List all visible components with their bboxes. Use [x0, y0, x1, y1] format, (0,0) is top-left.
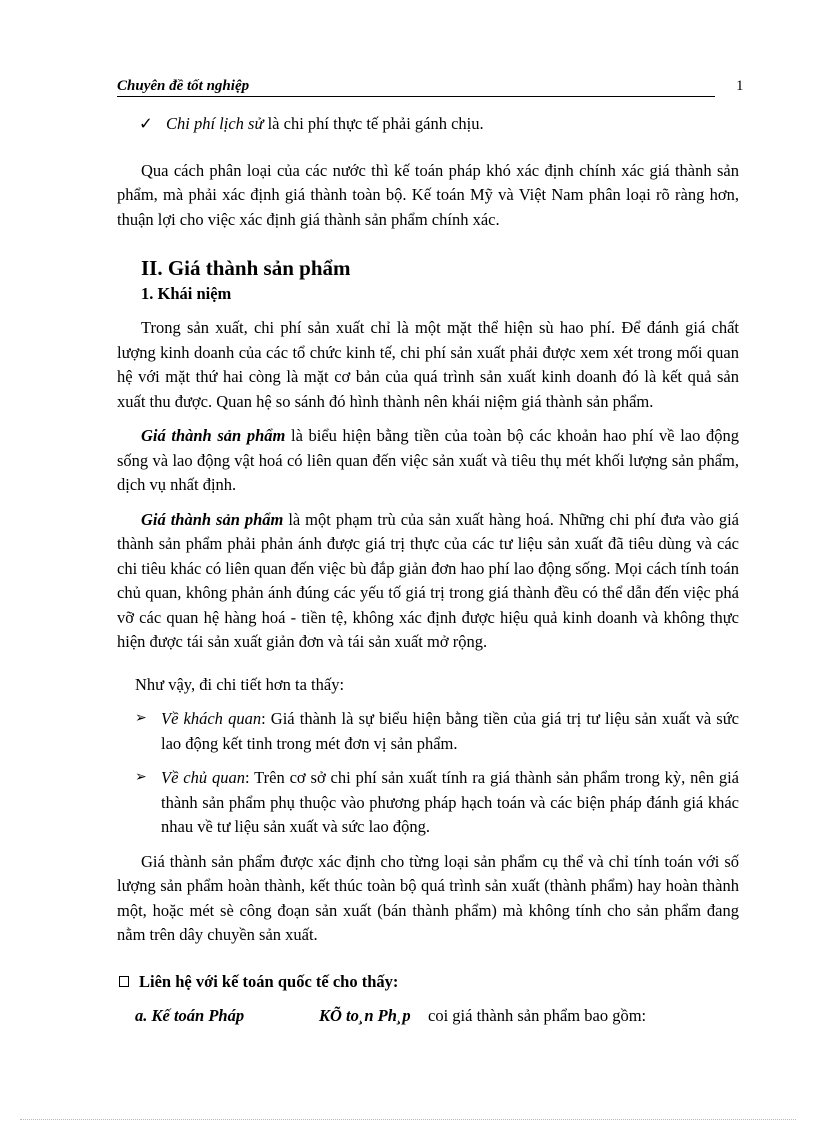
french-accounting-line: [117, 1004, 739, 1030]
aspect-text: : Trên cơ sở chi phí sản xuất tính ra giá thành sản phẩm trong kỳ, nên giá thành sản phẩm phụ thuộc vào phương pháp hạch toán và các biện pháp đánh giá khác nhau về tư liệu sản xuất và sức lao động.: [161, 768, 739, 836]
international-heading: [117, 970, 739, 995]
aspect-item-subjective: [117, 766, 739, 840]
aspect-text: : Giá thành là sự biểu hiện bằng tiền của giá trị tư liệu sản xuất và sức lao động kết tinh trong mét đơn vị sản phẩm.: [161, 709, 739, 753]
page-bottom-rule: [20, 1119, 796, 1120]
aspect-term: Về khách quan: [161, 709, 262, 728]
arrow-bullet-icon: ➢: [135, 711, 147, 726]
definition-2-text: là một phạm trù của sản xuất hàng hoá. Những chi phí đưa vào giá thành sản phẩm phải phản ánh được giá trị thực của các tư liệu sản xuất đã tiêu dùng và các chi tiêu khác có liên quan đến việc bù đắp giản đơn hao phí lao động sống. Mọi cách tính toán chủ quan, không phản ánh đúng các yếu tố giá trị trong giá thành đều có thể dẫn đến việc phá vỡ các quan hệ hàng hoá - tiền tệ, không xác định được hiệu quả kinh doanh và không thực hiện được tái sản xuất giản đơn và tái sản xuất mở rộng.: [117, 509, 739, 651]
arrow-bullet-icon: ➢: [135, 770, 147, 785]
header-title: Chuyên đề tốt nghiệp: [117, 78, 250, 94]
aspect-item-objective: [117, 707, 739, 756]
square-bullet-icon: [119, 976, 129, 987]
definition-1-term: Giá thành sản phẩm: [141, 426, 286, 445]
scope-paragraph: Giá thành sản phẩm được xác định cho từng loại sản phẩm cụ thể và chỉ tính toán với số lượng sản phẩm hoàn thành, kết thúc toàn bộ quá trình sản xuất (thành phẩm) hay hoàn thành một, hoặc mét sè công đoạn sản xuất (bán thành phẩm) mà không tính cho sản phẩm đang nằm trên dây chuyền sản xuất.: [117, 851, 739, 944]
aspect-term: Về chủ quan: [161, 768, 245, 787]
checkmark-icon: ✓: [139, 114, 153, 133]
historical-cost-term: Chi phí lịch sử: [166, 114, 264, 133]
page-header: [117, 76, 715, 97]
definition-paragraph-1: [117, 424, 739, 498]
classification-paragraph: Qua cách phân loại của các nước thì kế toán pháp khó xác định chính xác giá thành sản phẩm, mà phải xác định giá thành toàn bộ. Kế toán Mỹ và Việt Nam phân loại rõ ràng hơn, thuận lợi cho việc xác định giá thành sản phẩm chính xác.: [117, 160, 739, 229]
document-body: [117, 112, 739, 1030]
details-intro: Như vậy, đi chi tiết hơn ta thấy:: [135, 674, 345, 694]
definition-paragraph-2: [117, 508, 739, 655]
international-heading-text: Liên hệ với kế toán quốc tế cho thấy:: [139, 971, 399, 991]
page-number: 1: [736, 78, 744, 94]
definition-2-term: Giá thành sản phẩm: [141, 509, 284, 529]
historical-cost-bullet: [117, 112, 739, 137]
definition-1-text: là biểu hiện bằng tiền của toàn bộ các khoản hao phí về lao động sống và lao động vật hoá có liên quan đến việc sản xuất và tiêu thụ mét khối lượng sản phẩm, dịch vụ nhất định.: [117, 426, 739, 494]
production-paragraph: Trong sản xuất, chi phí sản xuất chỉ là một mặt thể hiện sù hao phí. Để đánh giá chất lượng kinh doanh của các tổ chức kinh tế, chi phí sản xuất phải được xem xét trong mối quan hệ với mặt thứ hai còng là mặt cơ bản của quá trình sản xuất kinh doanh đó là kết quả sản xuất thu được. Quan hệ so sánh đó hình thành nên khái niệm giá thành sản phẩm.: [117, 318, 739, 411]
french-accounting-text: coi giá thành sản phẩm bao gồm:: [428, 1006, 647, 1025]
subsection-heading: 1. Khái niệm: [141, 284, 232, 303]
french-accounting-label: a. Kế toán Pháp: [135, 1006, 245, 1025]
french-accounting-garbled: KÕ to¸n Ph¸p: [319, 1006, 411, 1025]
historical-cost-text: là chi phí thực tế phải gánh chịu.: [263, 114, 484, 133]
section-heading: II. Giá thành sản phẩm: [141, 256, 351, 280]
